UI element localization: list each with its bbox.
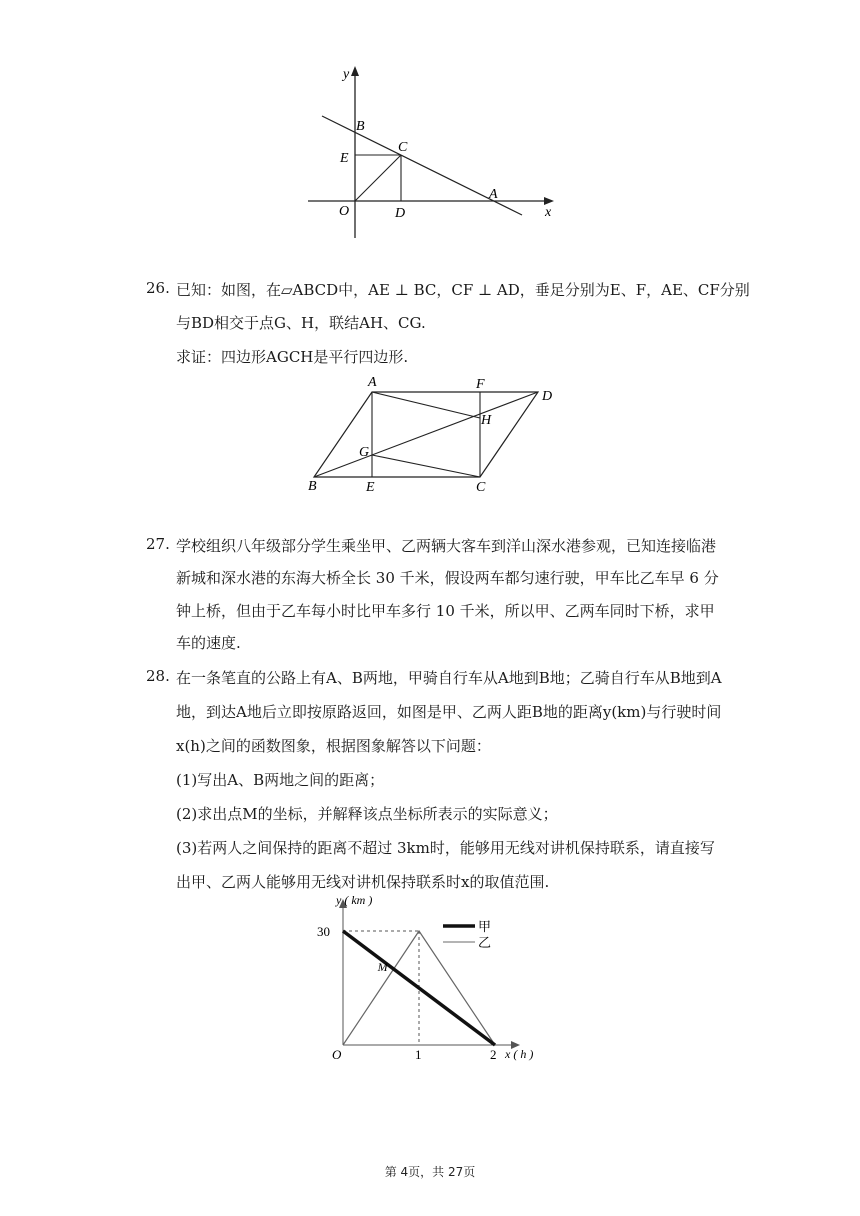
- chart-y-label: y ( km ): [336, 893, 373, 907]
- distance-time-chart: [305, 890, 565, 1065]
- x-tick-label-1: 1: [415, 1047, 422, 1062]
- q27-number: 27.: [146, 535, 170, 553]
- point-m-label: M: [377, 960, 388, 974]
- q26-line2: 与BD相交于点G、H，联结AH、CG.: [176, 314, 426, 332]
- q28-sub3a: (3)若两人之间保持的距离不超过 3km时，能够用无线对讲机保持联系，请直接写: [176, 839, 715, 857]
- label-y: y: [343, 67, 350, 82]
- parallelogram-figure: [300, 372, 570, 497]
- segment-ah: [372, 392, 480, 418]
- q26-line3: 求证：四边形AGCH是平行四边形.: [176, 348, 409, 366]
- label-d: D: [542, 389, 553, 404]
- label-x: x: [545, 205, 552, 220]
- label-e: E: [340, 151, 349, 166]
- q27-line3: 钟上桥，但由于乙车每小时比甲车多行 10 千米，所以甲、乙两车同时下桥，求甲: [176, 602, 715, 620]
- label-g: G: [359, 445, 370, 460]
- label-a: A: [368, 375, 377, 390]
- page-footer: 第 4页，共 27页: [384, 1165, 476, 1179]
- segment-gc: [372, 455, 480, 477]
- q28-sub3b: 出甲、乙两人能够用无线对讲机保持联系时x的取值范围.: [176, 873, 550, 891]
- q28-sub1: (1)写出A、B两地之间的距离；: [176, 771, 385, 789]
- label-d: D: [395, 206, 406, 221]
- x-axis-arrow: [544, 197, 554, 205]
- q28-line3: x(h)之间的函数图象，根据图象解答以下问题：: [176, 737, 491, 755]
- chart-origin-label: O: [332, 1047, 342, 1062]
- q27-line1: 学校组织八年级部分学生乘坐甲、乙两辆大客车到洋山深水港参观，已知连接临港: [176, 537, 717, 555]
- label-c: C: [398, 140, 408, 155]
- chart-x-label: x ( h ): [505, 1047, 534, 1061]
- label-o: O: [339, 204, 350, 219]
- q26-line1: 已知：如图，在▱ABCD中，AE ⊥ BC，CF ⊥ AD，垂足分别为E、F，AE、CF分别: [176, 281, 750, 299]
- label-e: E: [366, 480, 375, 495]
- q28-number: 28.: [146, 667, 170, 685]
- label-h: H: [481, 413, 492, 428]
- y-tick-label-30: 30: [317, 924, 330, 939]
- segment-oc: [355, 155, 401, 201]
- label-c: C: [476, 480, 486, 495]
- q27-line2: 新城和深水港的东海大桥全长 30 千米，假设两车都匀速行驶，甲车比乙车早 6 分: [176, 569, 719, 587]
- q27-line4: 车的速度.: [176, 634, 241, 652]
- coordinate-figure: [300, 58, 570, 243]
- label-b: B: [356, 119, 365, 134]
- label-f: F: [476, 377, 485, 392]
- legend-label-yi: 乙: [478, 935, 492, 950]
- label-a: A: [489, 187, 498, 202]
- q28-line1: 在一条笔直的公路上有A、B两地，甲骑自行车从A地到B地；乙骑自行车从B地到A: [176, 669, 722, 687]
- q28-line2: 地，到达A地后立即按原路返回，如图是甲、乙两人距B地的距离y(km)与行驶时间: [176, 703, 722, 721]
- y-axis-arrow: [351, 66, 359, 76]
- q28-sub2: (2)求出点M的坐标，并解释该点坐标所表示的实际意义；: [176, 805, 558, 823]
- q26-number: 26.: [146, 279, 170, 297]
- label-b: B: [308, 479, 317, 494]
- legend-label-jia: 甲: [478, 919, 492, 934]
- x-tick-label-2: 2: [490, 1047, 497, 1062]
